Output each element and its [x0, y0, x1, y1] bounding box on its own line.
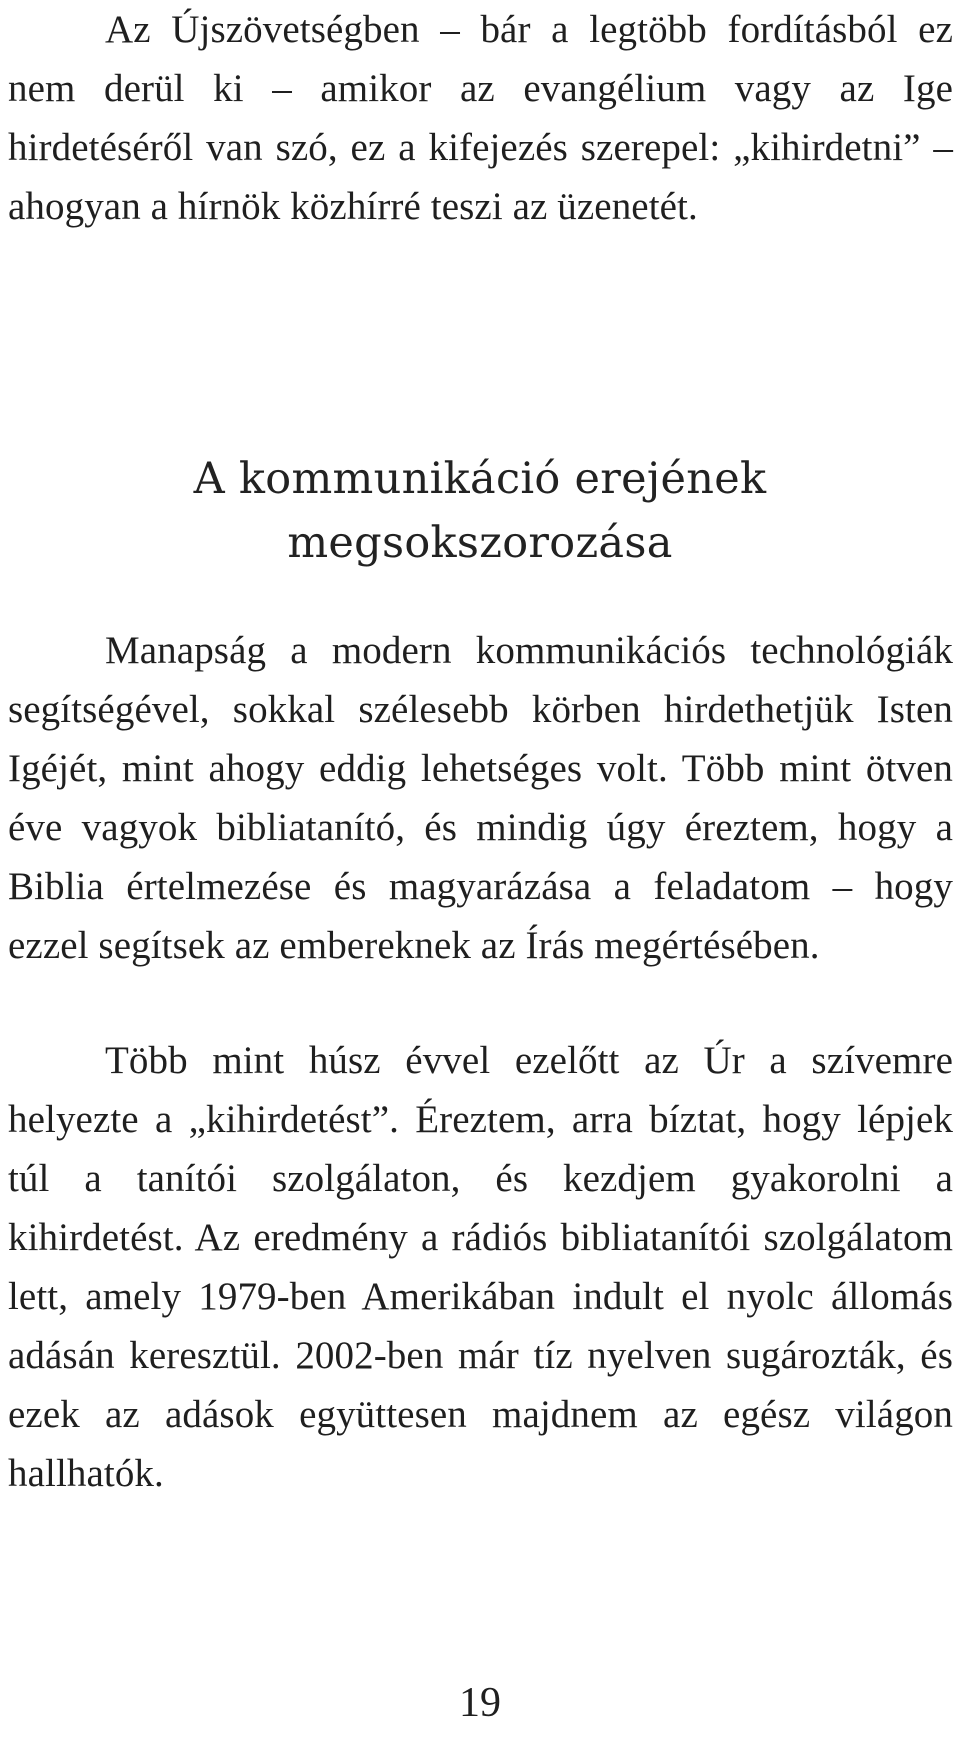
paragraph-proclamation: Több mint húsz évvel ezelőtt az Úr a szívemre helyezte a „kihirdetést”. Éreztem, arra bíztat, hogy lépjek túl a tanítói szolgálaton, és kezdjem gyakorolni a kihirdetést. Az eredmény a rádiós bibliatanítói szolgálatom lett, amely 1979-ben Amerikában indult el nyolc állomás adásán keresztül. 2002-ben már tíz nyelven sugározták, és ezek az adások együttesen majdnem az egész világon hallhatók. [8, 1039, 953, 1495]
heading-line-1: A kommunikáció erejének [193, 454, 767, 504]
page-number: 19 [459, 1680, 501, 1726]
section-heading [0, 447, 960, 575]
heading-line-2: megsokszorozása [287, 518, 673, 568]
paragraph-intro: Az Újszövetségben – bár a legtöbb fordításból ez nem derül ki – amikor az evangélium vagy az Ige hirdetéséről van szó, ez a kifejezés szerepel: „kihirdetni” – ahogyan a hírnök közhírré teszi az üzenetét. [8, 8, 953, 228]
paragraph-modern-communication: Manapság a modern kommunikációs technológiák segítségével, sokkal szélesebb körben hirdethetjük Isten Igéjét, mint ahogy eddig lehetséges volt. Több mint ötven éve vagyok bibliatanító, és mindig úgy éreztem, hogy a Biblia értelmezése és magyarázása a feladatom – hogy ezzel segítsek az embereknek az Írás megértésében. [8, 629, 953, 967]
